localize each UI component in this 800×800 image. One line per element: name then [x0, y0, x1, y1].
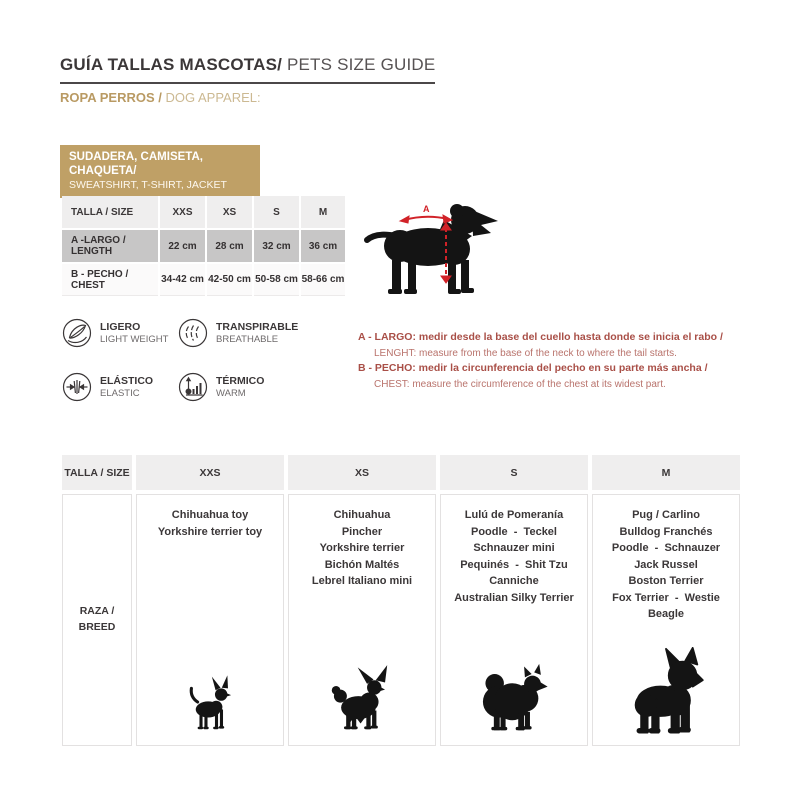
feature-warm-en: WARM: [216, 387, 246, 399]
feature-elastic-en: ELASTIC: [100, 387, 140, 399]
length-m: 36 cm: [301, 230, 345, 262]
size-table-header-s: S: [254, 196, 299, 228]
note-b-es: B - PECHO: medir la circunferencia del pecho en su parte más ancha /: [358, 362, 708, 374]
length-xs: 28 cm: [207, 230, 252, 262]
breed-header-m: M: [592, 455, 740, 490]
breed-item: Jack Russel: [634, 558, 698, 571]
note-b-en: CHEST: measure the circumference of the chest at its widest part.: [374, 378, 666, 390]
feature-breathable-en: BREATHABLE: [216, 333, 279, 345]
breed-cell-xs: [288, 494, 436, 746]
label-a: A: [423, 204, 430, 214]
apparel-banner: [60, 145, 260, 198]
breed-header-xs: XS: [288, 455, 436, 490]
feature-lightweight: [62, 318, 178, 348]
length-arrow: [400, 204, 452, 223]
breed-item: Beagle: [647, 608, 685, 620]
feature-elastic-es: ELÁSTICO: [100, 375, 154, 387]
breed-item: Chihuahua: [333, 509, 391, 521]
section-subtitle: [60, 90, 261, 105]
breed-item: Pug / Carlino: [632, 509, 700, 521]
breed-item: Pequinés - Shit Tzu: [460, 558, 568, 571]
breed-item: Schnauzer mini: [473, 542, 555, 554]
size-table-header-xxs: XXS: [160, 196, 205, 228]
spitz-silhouette: [472, 653, 556, 737]
feature-lightweight-es: LIGERO: [100, 321, 141, 333]
breed-header-label: TALLA / SIZE: [62, 455, 132, 490]
elastic-icon: [62, 372, 92, 402]
breed-cell-xxs: [136, 494, 284, 746]
length-row-label: A -LARGO / LENGTH: [62, 230, 158, 262]
note-a-es: A - LARGO: medir desde la base del cuello hasta donde se inicia el rabo /: [358, 331, 723, 343]
breed-item: Yorkshire terrier: [319, 542, 405, 554]
page-title-es: GUÍA TALLAS MASCOTAS/: [60, 55, 283, 75]
breed-item: Chihuahua toy: [171, 509, 249, 521]
french-bulldog-silhouette: [620, 647, 712, 739]
note-a-en: LENGHT: measure from the base of the neck to where the tail starts.: [374, 347, 677, 359]
length-xxs: 22 cm: [160, 230, 205, 262]
banner-line-en: SWEATSHIRT, T-SHIRT, JACKET: [69, 178, 227, 191]
size-measurement-table: [62, 196, 345, 296]
breed-row-label-en: BREED: [78, 621, 116, 633]
breed-header-s: S: [440, 455, 588, 490]
banner-line-es: SUDADERA, CAMISETA, CHAQUETA/: [69, 151, 203, 178]
breed-item: Fox Terrier - Westie: [612, 591, 720, 604]
feature-list: [62, 318, 338, 402]
breed-cell-s: [440, 494, 588, 746]
breed-row-label-cell: [62, 494, 132, 746]
breed-item: Pincher: [341, 525, 383, 538]
feature-breathable-es: TRANSPIRABLE: [216, 321, 299, 333]
chest-row-label: B - PECHO / CHEST: [62, 264, 158, 296]
feature-breathable: [178, 318, 338, 348]
measuring-instructions: [358, 330, 758, 392]
chihuahua-silhouette: [179, 671, 241, 733]
feature-elastic: [62, 372, 178, 402]
breed-header-xxs: XXS: [136, 455, 284, 490]
chest-m: 58-66 cm: [301, 264, 345, 296]
size-table-header-label: TALLA / SIZE: [62, 196, 158, 228]
breed-item: Yorkshire terrier toy: [157, 525, 263, 538]
thermometer-icon: [178, 372, 208, 402]
breathable-icon: [178, 318, 208, 348]
page-title: [60, 55, 435, 84]
breed-item: Lebrel Italiano mini: [311, 575, 413, 587]
labrador-measure-icon: [362, 190, 517, 308]
breed-item: Boston Terrier: [628, 575, 704, 587]
breed-item: Canniche: [489, 575, 539, 587]
breed-item: Australian Silky Terrier: [454, 591, 574, 604]
breed-item: Bichón Maltés: [324, 558, 400, 571]
breed-table-body: [62, 494, 740, 746]
breed-item: Poodle - Schnauzer: [611, 542, 721, 554]
feature-warm-es: TÉRMICO: [216, 375, 265, 387]
page-title-en: PETS SIZE GUIDE: [282, 55, 436, 75]
length-s: 32 cm: [254, 230, 299, 262]
feather-icon: [62, 318, 92, 348]
chest-s: 50-58 cm: [254, 264, 299, 296]
breed-item: Bulldog Franchés: [619, 525, 713, 538]
subtitle-en: DOG APPAREL:: [165, 90, 261, 105]
breed-item: Poodle - Teckel: [471, 525, 557, 538]
papillon-silhouette: [326, 663, 398, 735]
subtitle-es: ROPA PERROS /: [60, 90, 166, 105]
chest-xxs: 34-42 cm: [160, 264, 205, 296]
chest-xs: 42-50 cm: [207, 264, 252, 296]
measuring-dog-diagram: [362, 190, 517, 308]
breed-item: Lulú de Pomeranía: [464, 509, 564, 521]
breed-table-header: [62, 455, 740, 490]
breed-row-label-es: RAZA /: [79, 605, 115, 618]
feature-warm: [178, 372, 338, 402]
breed-cell-m: [592, 494, 740, 746]
size-table-header-m: M: [301, 196, 345, 228]
feature-lightweight-en: LIGHT WEIGHT: [100, 333, 169, 345]
size-table-header-xs: XS: [207, 196, 252, 228]
